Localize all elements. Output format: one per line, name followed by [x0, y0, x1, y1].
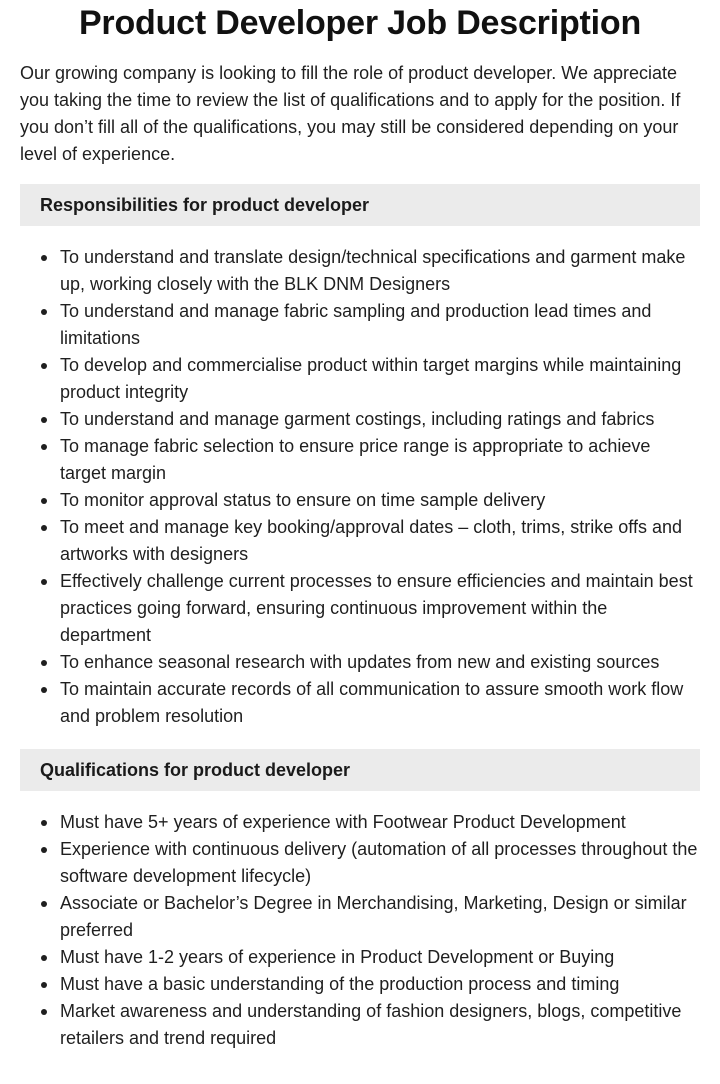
qualifications-header: [20, 749, 700, 791]
list-item-text: Must have a basic understanding of the production process and timing: [60, 974, 620, 994]
responsibilities-list: [20, 244, 700, 730]
list-item-text: Associate or Bachelor’s Degree in Merchandising, Marketing, Design or similar preferred: [60, 893, 687, 940]
bullet-icon: [41, 820, 47, 826]
list-item-text: To understand and translate design/technical specifications and garment make up, working closely with the BLK DNM Designers: [60, 247, 686, 294]
list-item-text: Market awareness and understanding of fashion designers, blogs, competitive retailers and trend required: [60, 1001, 682, 1048]
bullet-icon: [41, 363, 47, 369]
page-title: Product Developer Job Description: [78, 4, 642, 42]
list-item: [20, 244, 700, 298]
bullet-icon: [41, 525, 47, 531]
list-item: [20, 676, 700, 730]
list-item: [20, 836, 700, 890]
responsibilities-heading: Responsibilities for product developer: [40, 194, 370, 215]
list-item: [20, 514, 700, 568]
intro-paragraph: Our growing company is looking to fill the role of product developer. We appreciate you taking the time to review the list of qualifications and to apply for the position. If you don’t fill all of the qualifications, you may still be considered depending on your level of experience.: [20, 63, 681, 164]
bullet-icon: [41, 498, 47, 504]
list-item: [20, 568, 700, 649]
list-item: [20, 809, 700, 836]
bullet-icon: [41, 660, 47, 666]
list-item-text: To monitor approval status to ensure on time sample delivery: [60, 490, 546, 510]
list-item: [20, 890, 700, 944]
responsibilities-header: [20, 184, 700, 226]
list-item: [20, 406, 700, 433]
bullet-icon: [41, 982, 47, 988]
list-item: [20, 998, 700, 1052]
qualifications-list: [20, 809, 700, 1052]
list-item-text: To meet and manage key booking/approval dates – cloth, trims, strike offs and artworks with designers: [60, 517, 683, 564]
list-item-text: To understand and manage fabric sampling and production lead times and limitations: [60, 301, 652, 348]
list-item-text: Must have 1-2 years of experience in Product Development or Buying: [60, 947, 615, 967]
bullet-icon: [41, 255, 47, 261]
list-item: [20, 649, 700, 676]
bullet-icon: [41, 1009, 47, 1015]
bullet-icon: [41, 417, 47, 423]
list-item: [20, 352, 700, 406]
list-item-text: Effectively challenge current processes to ensure efficiencies and maintain best practices going forward, ensuring continuous improvement within the department: [60, 571, 693, 645]
bullet-icon: [41, 847, 47, 853]
list-item-text: To maintain accurate records of all communication to assure smooth work flow and problem resolution: [60, 679, 684, 726]
list-item-text: Must have 5+ years of experience with Footwear Product Development: [60, 812, 626, 832]
list-item: [20, 944, 700, 971]
bullet-icon: [41, 901, 47, 907]
bullet-icon: [41, 955, 47, 961]
bullet-icon: [41, 444, 47, 450]
list-item-text: To enhance seasonal research with updates from new and existing sources: [60, 652, 660, 672]
list-item: [20, 487, 700, 514]
list-item-text: To develop and commercialise product within target margins while maintaining product integrity: [60, 355, 682, 402]
list-item: [20, 298, 700, 352]
list-item: [20, 971, 700, 998]
list-item-text: To understand and manage garment costings, including ratings and fabrics: [60, 409, 655, 429]
bullet-icon: [41, 687, 47, 693]
bullet-icon: [41, 579, 47, 585]
list-item-text: Experience with continuous delivery (automation of all processes throughout the software development lifecycle): [60, 839, 698, 886]
list-item: [20, 433, 700, 487]
list-item-text: To manage fabric selection to ensure price range is appropriate to achieve target margin: [60, 436, 651, 483]
bullet-icon: [41, 309, 47, 315]
qualifications-heading: Qualifications for product developer: [40, 759, 351, 780]
